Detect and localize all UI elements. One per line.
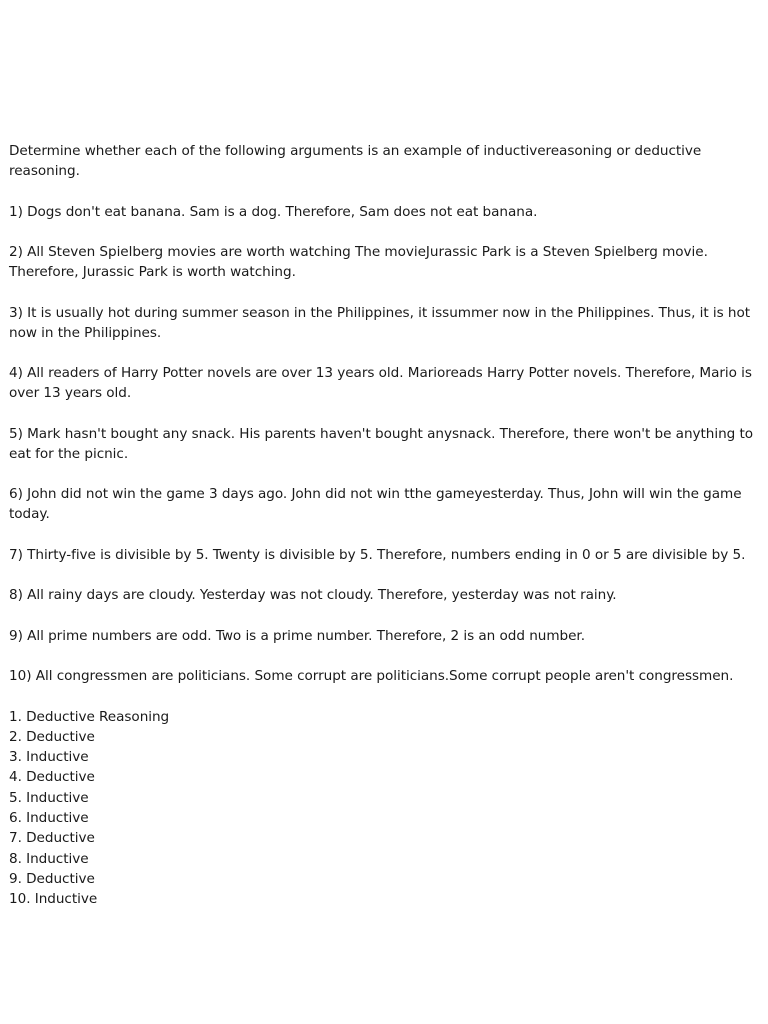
argument-3: 3) It is usually hot during summer season in the Philippines, it issummer now in the Philippines. Thus, it is hot now in the Philippines. <box>9 304 751 341</box>
answer-10: 10. Inductive <box>9 891 98 908</box>
answer-2: 2. Deductive <box>9 728 95 745</box>
answer-5: 5. Inductive <box>9 789 89 806</box>
answer-9: 9. Deductive <box>9 870 95 887</box>
argument-8: 8) All rainy days are cloudy. Yesterday was not cloudy. Therefore, yesterday was not rainy. <box>9 587 617 603</box>
argument-1: 1) Dogs don't eat banana. Sam is a dog. Therefore, Sam does not eat banana. <box>9 203 538 220</box>
argument-2: 2) All Steven Spielberg movies are worth watching The movieJurassic Park is a Steven Spielberg movie. Therefore, Jurassic Park is worth watching. <box>9 244 708 280</box>
answer-3: 3. Inductive <box>9 749 89 766</box>
argument-6: 6) John did not win the game 3 days ago. John did not win tthe gameyesterday. Thus, John will win the game today. <box>9 486 742 522</box>
argument-4: 4) All readers of Harry Potter novels are over 13 years old. Marioreads Harry Potter novels. Therefore, Mario is over 13 years old. <box>9 365 752 401</box>
question-prompt: Determine whether each of the following arguments is an example of inductivereasoning or deductive reasoning. <box>9 143 702 179</box>
answer-4: 4. Deductive <box>9 769 95 786</box>
document-body <box>9 141 761 909</box>
answer-7: 7. Deductive <box>9 830 95 847</box>
answer-1: 1. Deductive Reasoning <box>9 708 170 725</box>
argument-7: 7) Thirty-five is divisible by 5. Twenty is divisible by 5. Therefore, numbers ending in 0 or 5 are divisible by 5. <box>9 546 746 563</box>
argument-10: 10) All congressmen are politicians. Some corrupt are politicians.Some corrupt people aren't congressmen. <box>9 668 734 684</box>
answer-8: 8. Inductive <box>9 850 89 867</box>
argument-9: 9) All prime numbers are odd. Two is a prime number. Therefore, 2 is an odd number. <box>9 627 585 644</box>
argument-5: 5) Mark hasn't bought any snack. His parents haven't bought anysnack. Therefore, there won't be anything to eat for the picnic. <box>9 425 754 462</box>
answer-6: 6. Inductive <box>9 809 89 826</box>
answer-list <box>9 707 761 910</box>
